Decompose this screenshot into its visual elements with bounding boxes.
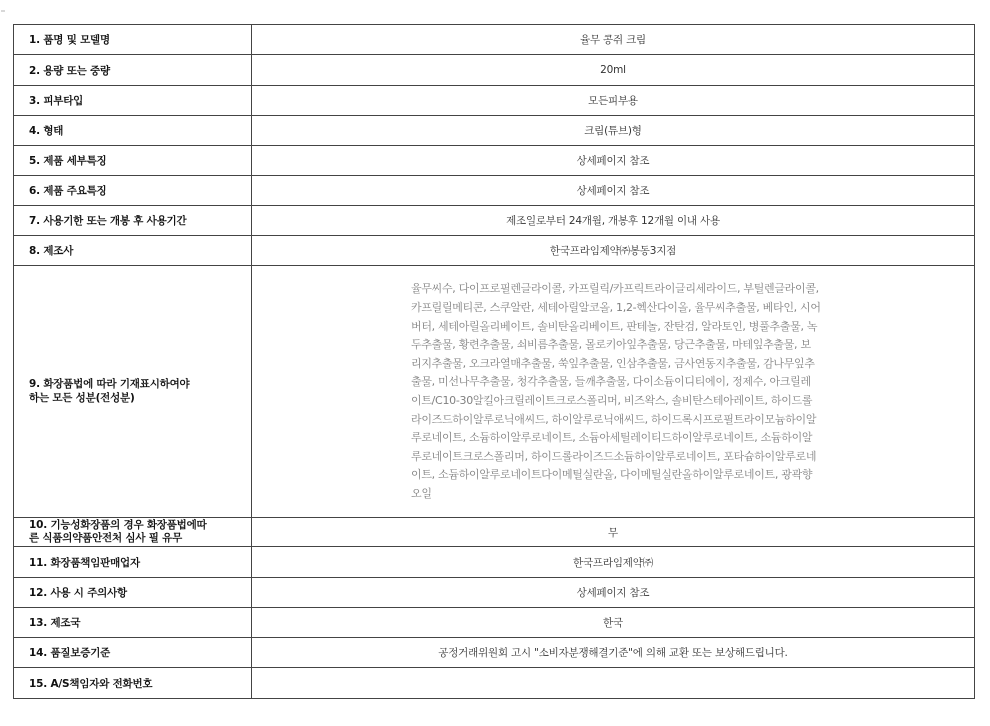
table-row xyxy=(14,578,975,608)
row-label: 5. 제품 세부특징 xyxy=(14,146,252,176)
row-value: 20ml xyxy=(252,55,975,86)
table-row-ingredients xyxy=(14,266,975,518)
row-value: 제조일로부터 24개월, 개봉후 12개월 이내 사용 xyxy=(252,206,975,236)
row-label: 11. 화장품책임판매업자 xyxy=(14,547,252,578)
row-value: 상세페이지 참조 xyxy=(252,176,975,206)
table-row xyxy=(14,176,975,206)
row-label: 14. 품질보증기준 xyxy=(14,638,252,668)
row-value: 한국 xyxy=(252,608,975,638)
table-row xyxy=(14,236,975,266)
row-label-line: 9. 화장품법에 따라 기재표시하여야 xyxy=(29,378,190,390)
table-row xyxy=(14,608,975,638)
row-label: 8. 제조사 xyxy=(14,236,252,266)
row-label: 13. 제조국 xyxy=(14,608,252,638)
corner-mark xyxy=(1,10,5,12)
row-label: 15. A/S책임자와 전화번호 xyxy=(14,668,252,699)
product-info-table xyxy=(13,24,975,699)
row-value: 한국프라임제약㈜봉동3지점 xyxy=(252,236,975,266)
row-label: 3. 피부타입 xyxy=(14,86,252,116)
row-label-line: 른 식품의약품안전처 심사 필 유무 xyxy=(29,532,183,544)
row-label: 4. 형태 xyxy=(14,116,252,146)
row-value: 모든피부용 xyxy=(252,86,975,116)
ingredients-text: 율무씨수, 다이프로필렌글라이콜, 카프릴릭/카프릭트라이글리세라이드, 부틸렌글라이콜, 카프릴릴메티콘, 스쿠알란, 세테아릴알코올, 1,2-헥산다이올, 율무씨추출물, 베타인, 시어버터, 세테아릴올리베이트, 솔비탄올리베이트, 판테놀, 잔탄검, 알라토인, 병풀추출물, 녹두추출물, 황련추출물, 쇠비름추출물, 몰로키아잎추출물, 당근추출물, 마테잎추출물, 보리지추출물, 오크라열매추출물, 쑥잎추출물, 인삼추출물, 금사연동지추출물, 감나무잎추출물, 미선나무추출물, 청각추출물, 들깨추출물, 다이소듐이디티에이, 정제수, 아크릴레이트/C10-30알킬아크릴레이트크로스폴리머, 비즈왁스, 솔비탄스테아레이트, 하이드롤라이즈드하이알루로닉애씨드, 하이알루로닉애씨드, 하이드록시프로필트라이모늄하이알루로네이트, 소듐하이알루로네이트, 소듐아세틸레이티드하이알루로네이트, 소듐하이알루로네이트크로스폴리머, 하이드롤라이즈드소듐하이알루로네이트, 포타슘하이알루로네이트, 소듐하이알루로네이트다이메틸실란올, 다이메틸실란올하이알루로네이트, 광곽향오일 xyxy=(411,282,821,500)
row-label xyxy=(14,266,252,518)
row-value: 상세페이지 참조 xyxy=(252,578,975,608)
row-value xyxy=(252,266,975,518)
row-label-line: 10. 기능성화장품의 경우 화장품법에따 xyxy=(29,518,207,531)
row-value: 공정거래위원회 고시 "소비자분쟁해결기준"에 의해 교환 또는 보상해드립니다. xyxy=(252,638,975,668)
row-label xyxy=(14,518,252,547)
table-row xyxy=(14,25,975,55)
table-row xyxy=(14,86,975,116)
row-label: 6. 제품 주요특징 xyxy=(14,176,252,206)
row-value: 상세페이지 참조 xyxy=(252,146,975,176)
row-value: 크림(튜브)형 xyxy=(252,116,975,146)
row-label: 2. 용량 또는 중량 xyxy=(14,55,252,86)
row-label-line: 하는 모든 성분(전성분) xyxy=(29,391,135,404)
row-value: 무 xyxy=(252,518,975,547)
row-value xyxy=(252,668,975,699)
row-value: 율무 콩쥐 크림 xyxy=(252,25,975,55)
table-row xyxy=(14,518,975,547)
table-row xyxy=(14,668,975,699)
row-label: 7. 사용기한 또는 개봉 후 사용기간 xyxy=(14,206,252,236)
table-row xyxy=(14,116,975,146)
table-row xyxy=(14,146,975,176)
table-row xyxy=(14,638,975,668)
table-row xyxy=(14,206,975,236)
table-row xyxy=(14,55,975,86)
row-label: 12. 사용 시 주의사항 xyxy=(14,578,252,608)
row-label: 1. 품명 및 모델명 xyxy=(14,25,252,55)
table-row xyxy=(14,547,975,578)
row-value: 한국프라임제약㈜ xyxy=(252,547,975,578)
